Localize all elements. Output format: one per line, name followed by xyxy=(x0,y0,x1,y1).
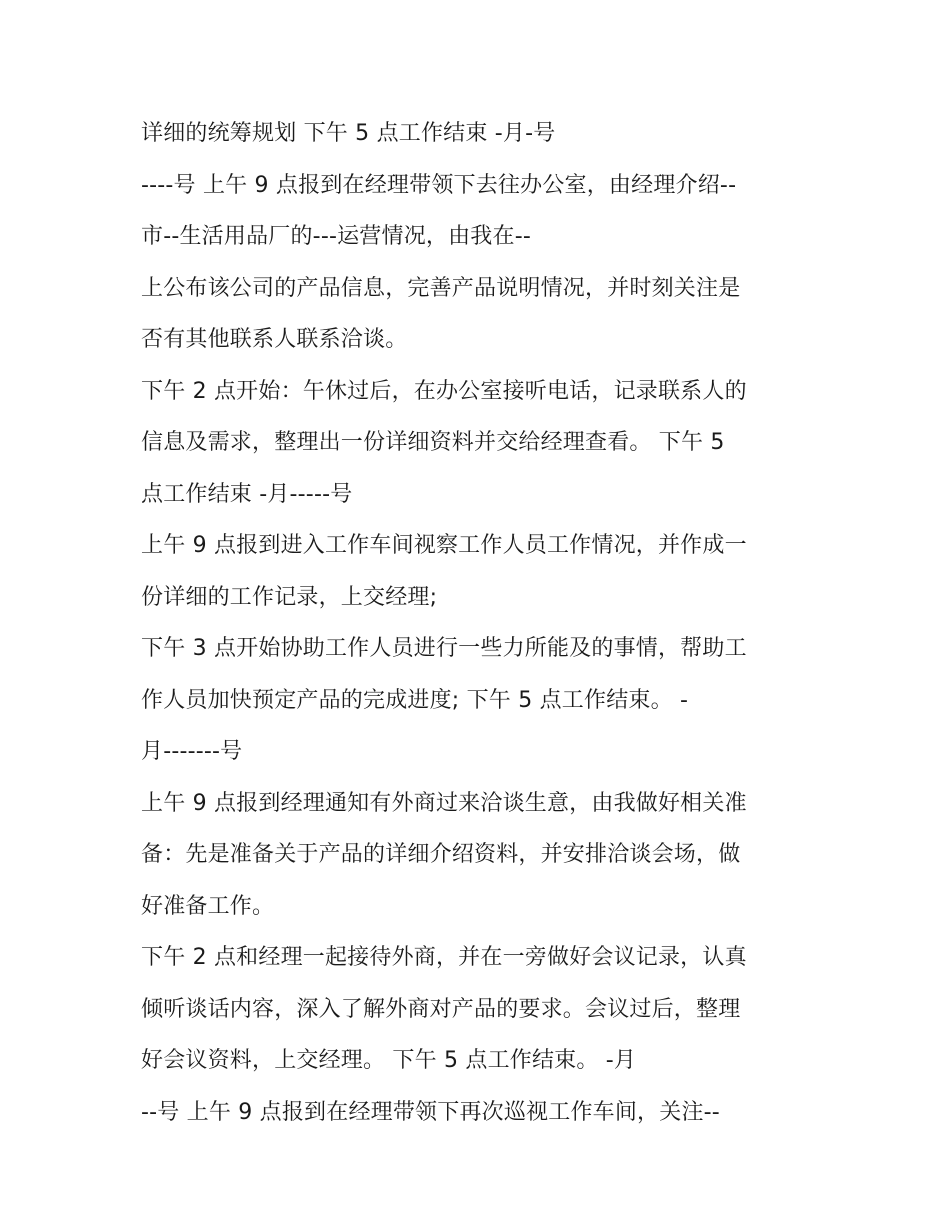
text-line: 点工作结束 -月-----号 xyxy=(141,481,353,507)
text-line: 月-------号 xyxy=(141,739,243,764)
text-line: 下午 2 点和经理一起接待外商，并在一旁做好会议记录，认真 xyxy=(141,945,747,970)
text-line: 否有其他联系人联系洽谈。 xyxy=(141,327,408,352)
text-line: 上公布该公司的产品信息，完善产品说明情况，并时刻关注是 xyxy=(141,275,741,301)
document-body xyxy=(141,108,821,1138)
text-line: 份详细的工作记录，上交经理; xyxy=(141,584,438,610)
text-line: 作人员加快预定产品的完成进度; 下午 5 点工作结束。 - xyxy=(141,687,689,713)
text-line: 详细的统筹规划 下午 5 点工作结束 -月-号 xyxy=(141,121,556,146)
text-line: 市--生活用品厂的---运营情况，由我在-- xyxy=(141,224,531,249)
text-line: --号 上午 9 点报到在经理带领下再次巡视工作车间，关注-- xyxy=(141,1099,720,1125)
text-line: 好会议资料，上交经理。 下午 5 点工作结束。 -月 xyxy=(141,1048,637,1073)
text-line: 倾听谈话内容，深入了解外商对产品的要求。会议过后，整理 xyxy=(141,996,741,1022)
text-line: 下午 3 点开始协助工作人员进行一些力所能及的事情，帮助工 xyxy=(141,636,747,661)
text-line: 上午 9 点报到进入工作车间视察工作人员工作情况，并作成一 xyxy=(141,533,747,558)
text-line: 上午 9 点报到经理通知有外商过来洽谈生意，由我做好相关准 xyxy=(141,790,747,816)
text-line: ----号 上午 9 点报到在经理带领下去往办公室，由经理介绍-- xyxy=(141,172,737,198)
text-line: 好准备工作。 xyxy=(141,893,275,919)
text-line: 信息及需求，整理出一份详细资料并交给经理查看。 下午 5 xyxy=(141,430,725,455)
text-line: 备：先是准备关于产品的详细介绍资料，并安排洽谈会场，做 xyxy=(141,842,741,867)
text-line: 下午 2 点开始：午休过后，在办公室接听电话，记录联系人的 xyxy=(141,378,747,404)
